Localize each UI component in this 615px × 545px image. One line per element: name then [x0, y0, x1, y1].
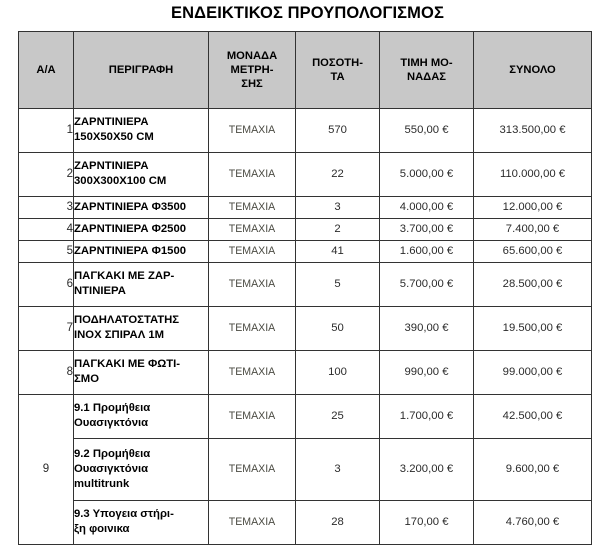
cell-unit-of-measure: ΤΕΜΑΧΙΑ — [209, 240, 296, 262]
table-row — [19, 196, 592, 218]
cell-quantity: 3 — [296, 196, 380, 218]
cell-unit-price: 1.700,00 € — [380, 394, 474, 438]
cell-description — [74, 306, 209, 350]
table-row — [19, 108, 592, 152]
cell-row-number: 4 — [19, 218, 74, 240]
cell-quantity: 2 — [296, 218, 380, 240]
description-line2: ΣΜΟ — [74, 373, 99, 386]
cell-description — [74, 394, 209, 438]
column-header-unit-price-line1: ΤΙΜΗ ΜΟ- — [400, 56, 453, 69]
cell-line-total: 28.500,00 € — [474, 262, 592, 306]
description-line1: ΖΑΡΝΤΙΝΙΕΡΑ Φ1500 — [74, 244, 187, 257]
cell-line-total: 19.500,00 € — [474, 306, 592, 350]
cell-row-number: 6 — [19, 262, 74, 306]
column-header-unit-price — [380, 31, 474, 108]
description-line3: multitrunk — [74, 477, 130, 490]
budget-table — [18, 31, 592, 545]
cell-line-total: 65.600,00 € — [474, 240, 592, 262]
cell-description — [74, 196, 209, 218]
cell-unit-price: 3.200,00 € — [380, 438, 474, 500]
cell-row-number: 7 — [19, 306, 74, 350]
description-line1: ΖΑΡΝΤΙΝΙΕΡΑ Φ3500 — [74, 200, 187, 213]
column-header-quantity-line2: ΤΑ — [330, 70, 345, 83]
table-row — [19, 438, 592, 500]
description-line1: 9.1 Προμήθεια — [74, 402, 151, 415]
cell-unit-of-measure: ΤΕΜΑΧΙΑ — [209, 350, 296, 394]
table-body — [19, 108, 592, 544]
cell-line-total: 313.500,00 € — [474, 108, 592, 152]
cell-unit-price: 3.700,00 € — [380, 218, 474, 240]
cell-line-total: 99.000,00 € — [474, 350, 592, 394]
cell-line-total: 9.600,00 € — [474, 438, 592, 500]
cell-quantity: 5 — [296, 262, 380, 306]
column-header-aa: Α/Α — [19, 31, 74, 108]
cell-unit-price: 5.700,00 € — [380, 262, 474, 306]
column-header-total: ΣΥΝΟΛΟ — [474, 31, 592, 108]
description-line1: ΖΑΡΝΤΙΝΙΕΡΑ — [74, 116, 149, 129]
column-header-unit-line3: ΣΗΣ — [241, 77, 263, 90]
table-row — [19, 350, 592, 394]
cell-quantity: 25 — [296, 394, 380, 438]
description-line1: ΖΑΡΝΤΙΝΙΕΡΑ — [74, 160, 149, 173]
page-title: ΕΝΔΕΙΚΤΙΚΟΣ ΠΡΟΥΠΟΛΟΓΙΣΜΟΣ — [171, 4, 444, 22]
description-line2: Ουασιγκτόνια — [74, 417, 149, 430]
cell-unit-price: 170,00 € — [380, 500, 474, 544]
cell-unit-of-measure: ΤΕΜΑΧΙΑ — [209, 500, 296, 544]
cell-unit-of-measure: ΤΕΜΑΧΙΑ — [209, 262, 296, 306]
cell-unit-price: 390,00 € — [380, 306, 474, 350]
cell-row-number: 1 — [19, 108, 74, 152]
cell-description — [74, 350, 209, 394]
table-row — [19, 218, 592, 240]
table-row — [19, 306, 592, 350]
table-row — [19, 394, 592, 438]
cell-quantity: 41 — [296, 240, 380, 262]
description-line2: 300X300X100 CM — [74, 175, 167, 188]
cell-row-number: 5 — [19, 240, 74, 262]
cell-line-total: 4.760,00 € — [474, 500, 592, 544]
column-header-unit-price-line2: ΝΑΔΑΣ — [407, 70, 446, 83]
cell-unit-price: 1.600,00 € — [380, 240, 474, 262]
cell-quantity: 28 — [296, 500, 380, 544]
cell-line-total: 42.500,00 € — [474, 394, 592, 438]
cell-description — [74, 240, 209, 262]
table-header — [19, 31, 592, 108]
table-row — [19, 240, 592, 262]
column-header-quantity-line1: ΠΟΣΟΤΗ- — [312, 56, 363, 69]
cell-row-number: 3 — [19, 196, 74, 218]
cell-unit-of-measure: ΤΕΜΑΧΙΑ — [209, 196, 296, 218]
column-header-unit-line2: ΜΕΤΡΗ- — [230, 63, 274, 76]
cell-unit-of-measure: ΤΕΜΑΧΙΑ — [209, 438, 296, 500]
cell-quantity: 22 — [296, 152, 380, 196]
column-header-unit-line1: ΜΟΝΑΔΑ — [226, 49, 278, 62]
cell-quantity: 570 — [296, 108, 380, 152]
table-row — [19, 500, 592, 544]
description-line1: 9.2 Προμήθεια — [74, 447, 151, 460]
cell-unit-price: 4.000,00 € — [380, 196, 474, 218]
cell-unit-price: 550,00 € — [380, 108, 474, 152]
cell-description — [74, 500, 209, 544]
column-header-unit — [209, 31, 296, 108]
cell-unit-of-measure: ΤΕΜΑΧΙΑ — [209, 152, 296, 196]
cell-description — [74, 152, 209, 196]
description-line2: ξη φοινικα — [74, 523, 130, 536]
cell-unit-of-measure: ΤΕΜΑΧΙΑ — [209, 108, 296, 152]
description-line1: 9.3 Υπογεια στήρι- — [74, 508, 174, 521]
description-line2: ΙΝΟΧ ΣΠΙΡΑΛ 1Μ — [74, 329, 165, 342]
description-line1: ΠΟΔΗΛΑΤΟΣΤΑΤΗΣ — [74, 314, 180, 327]
cell-quantity: 3 — [296, 438, 380, 500]
cell-unit-price: 5.000,00 € — [380, 152, 474, 196]
description-line2: Ουασιγκτόνια — [74, 462, 149, 475]
description-line1: ΠΑΓΚΑΚΙ ΜΕ ΦΩΤΙ- — [74, 358, 181, 371]
column-header-description: ΠΕΡΙΓΡΑΦΗ — [74, 31, 209, 108]
cell-unit-price: 990,00 € — [380, 350, 474, 394]
cell-line-total: 12.000,00 € — [474, 196, 592, 218]
table-row — [19, 152, 592, 196]
description-line2: 150X50X50 CM — [74, 131, 154, 144]
cell-unit-of-measure: ΤΕΜΑΧΙΑ — [209, 394, 296, 438]
cell-description — [74, 438, 209, 500]
description-line2: ΝΤΙΝΙΕΡΑ — [74, 285, 126, 298]
cell-unit-of-measure: ΤΕΜΑΧΙΑ — [209, 306, 296, 350]
cell-row-number: 8 — [19, 350, 74, 394]
cell-description — [74, 218, 209, 240]
table-header-row — [19, 31, 592, 108]
description-line1: ΠΑΓΚΑΚΙ ΜΕ ΖΑΡ- — [74, 270, 175, 283]
budget-table-container — [0, 31, 615, 545]
description-line1: ΖΑΡΝΤΙΝΙΕΡΑ Φ2500 — [74, 222, 187, 235]
cell-description — [74, 108, 209, 152]
cell-row-number: 9 — [19, 394, 74, 544]
cell-description — [74, 262, 209, 306]
table-row — [19, 262, 592, 306]
cell-line-total: 7.400,00 € — [474, 218, 592, 240]
cell-quantity: 100 — [296, 350, 380, 394]
cell-unit-of-measure: ΤΕΜΑΧΙΑ — [209, 218, 296, 240]
cell-row-number: 2 — [19, 152, 74, 196]
column-header-quantity — [296, 31, 380, 108]
cell-line-total: 110.000,00 € — [474, 152, 592, 196]
cell-quantity: 50 — [296, 306, 380, 350]
